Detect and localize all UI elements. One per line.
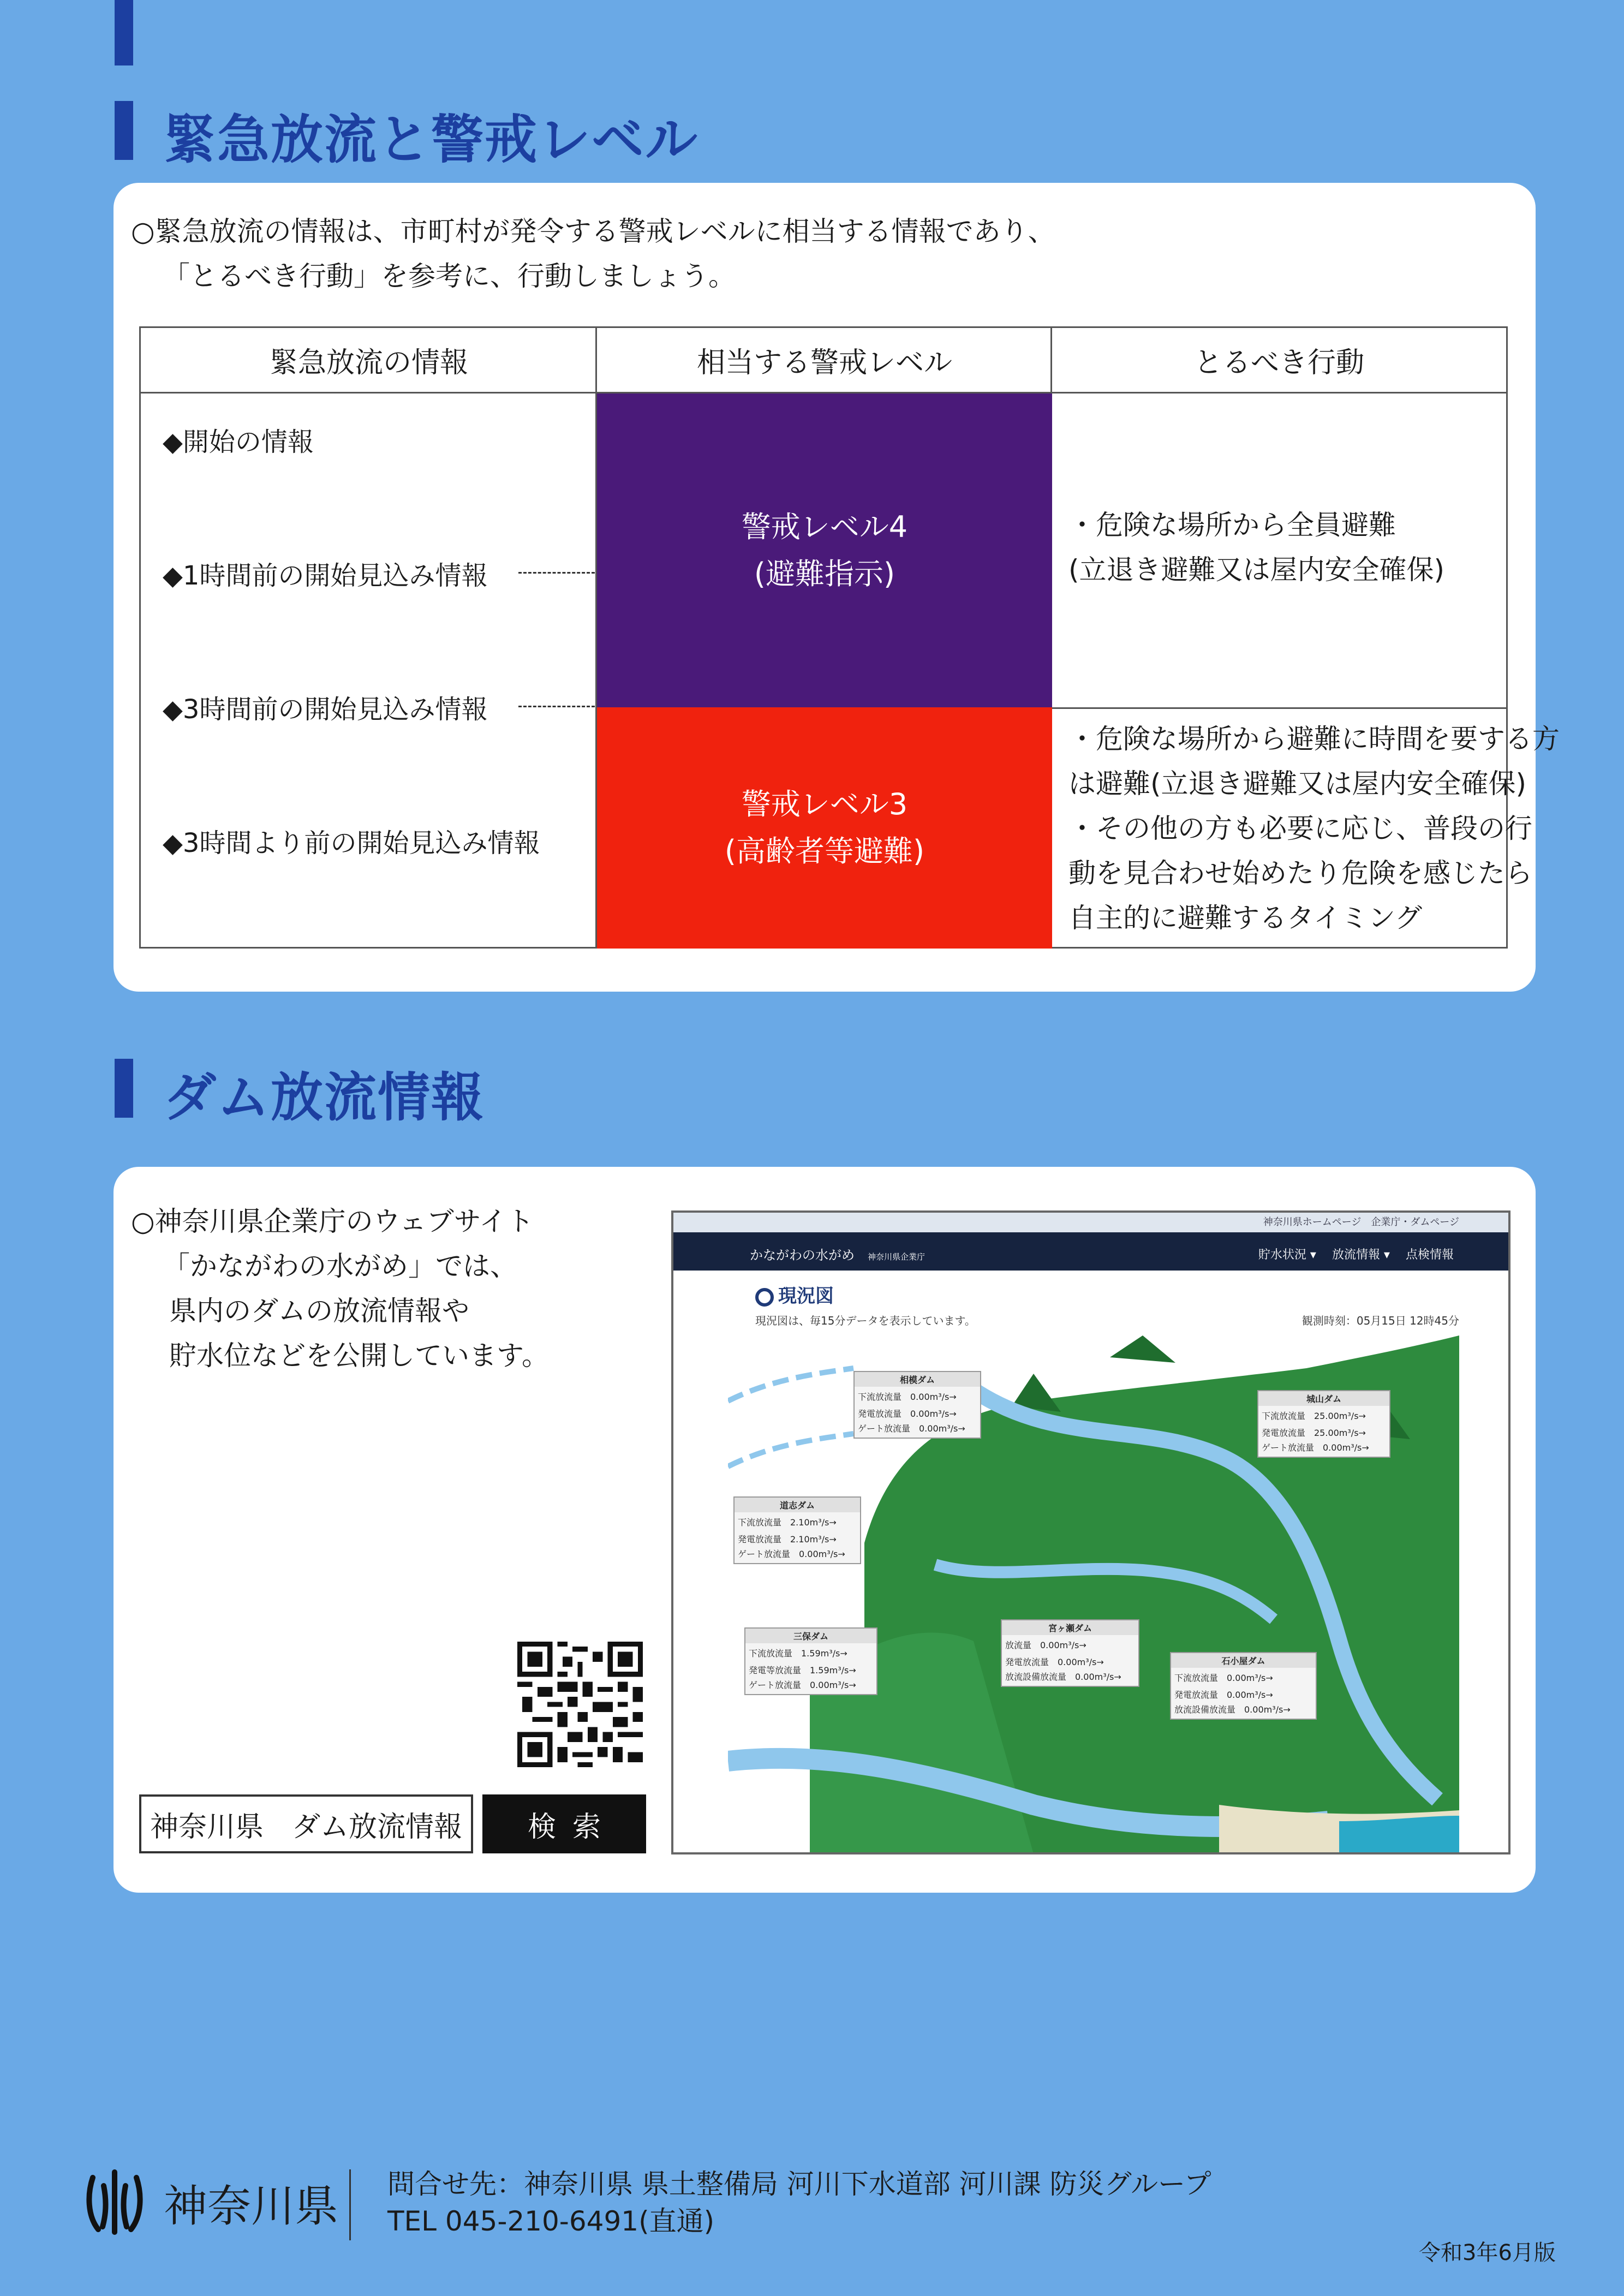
prefecture-name: 神奈川県 bbox=[164, 2181, 338, 2232]
section2-intro-line2: 「かながわの水がめ」では、 bbox=[163, 1250, 517, 1282]
dash-connector-1h bbox=[518, 572, 595, 574]
dam-name: 城山ダム bbox=[1258, 1391, 1389, 1406]
dam-value: ゲート放流量 0.00m³/s→ bbox=[749, 1680, 856, 1690]
dam-card-ishigoya[interactable] bbox=[1170, 1652, 1317, 1720]
action-row-divider bbox=[1052, 707, 1508, 709]
section2-intro-line1: ○神奈川県企業庁のウェブサイト bbox=[131, 1206, 534, 1237]
website-page-title: 現況図 bbox=[755, 1281, 834, 1308]
search-button[interactable]: 検索 bbox=[482, 1794, 646, 1853]
dam-value: 下流放流量 1.59m³/s→ bbox=[749, 1648, 847, 1659]
dam-value: 下流放流量 2.10m³/s→ bbox=[738, 1517, 837, 1528]
action3-line4: 動を見合わせ始めたり危険を感じたら bbox=[1068, 857, 1532, 889]
edition-label: 令和3年6月版 bbox=[1419, 2240, 1556, 2265]
dam-name: 相模ダム bbox=[855, 1372, 980, 1387]
dam-card-doshi[interactable] bbox=[733, 1496, 861, 1564]
warning-level-table bbox=[139, 326, 1560, 949]
contact-line1: 問合せ先：神奈川県 県土整備局 河川下水道部 河川課 防災グループ bbox=[387, 2168, 1211, 2200]
level4-cell bbox=[597, 393, 1052, 707]
dam-value: 放流量 0.00m³/s→ bbox=[1005, 1640, 1086, 1650]
section1-title: 緊急放流と警戒レベル bbox=[164, 109, 698, 170]
section2-intro-line4: 貯水位などを公開しています。 bbox=[169, 1340, 549, 1371]
section1-intro-line1: ○緊急放流の情報は、市町村が発令する警戒レベルに相当する情報であり、 bbox=[131, 216, 1055, 247]
dam-name: 宮ヶ瀬ダム bbox=[1002, 1620, 1138, 1635]
dam-value: 放流設備放流量 0.00m³/s→ bbox=[1174, 1704, 1291, 1715]
dam-card-shiroyama[interactable] bbox=[1257, 1390, 1390, 1458]
kanagawa-emblem-icon bbox=[82, 2167, 147, 2238]
circle-icon bbox=[755, 1288, 774, 1307]
action3-line2: は避難(立退き避難又は屋内安全確保) bbox=[1068, 768, 1527, 800]
level3-name: 警戒レベル3 bbox=[741, 787, 908, 821]
contact-info bbox=[387, 2166, 1211, 2240]
website-screenshot bbox=[671, 1210, 1510, 1854]
search-input[interactable]: 神奈川県 ダム放流情報 bbox=[139, 1794, 473, 1853]
dam-name: 三保ダム bbox=[745, 1629, 876, 1643]
dam-value: ゲート放流量 0.00m³/s→ bbox=[738, 1549, 845, 1559]
dam-value: 下流放流量 0.00m³/s→ bbox=[1174, 1673, 1273, 1683]
dam-value: 放流設備放流量 0.00m³/s→ bbox=[1005, 1672, 1121, 1682]
dam-value: 下流放流量 25.00m³/s→ bbox=[1262, 1411, 1366, 1421]
menu-storage[interactable]: 貯水状況 ▾ bbox=[1258, 1248, 1316, 1262]
action3-line5: 自主的に避難するタイミング bbox=[1068, 902, 1422, 934]
dam-value: ゲート放流量 0.00m³/s→ bbox=[1262, 1442, 1369, 1453]
dam-card-miho[interactable] bbox=[744, 1627, 877, 1695]
info-item-before-3h: ◆3時間より前の開始見込み情報 bbox=[163, 828, 540, 858]
website-nav bbox=[673, 1232, 1508, 1271]
website-note: 現況図は、毎15分データを表示しています。 bbox=[755, 1314, 976, 1327]
dam-value: 発電放流量 0.00m³/s→ bbox=[1005, 1657, 1104, 1667]
section1-heading-bar bbox=[115, 101, 133, 160]
section1-intro-line2: 「とるべき行動」を参考に、行動しましょう。 bbox=[163, 260, 736, 292]
section2-intro-line3: 県内のダムの放流情報や bbox=[169, 1295, 469, 1327]
website-timestamp: 観測時刻：05月15日 12時45分 bbox=[1301, 1314, 1459, 1327]
level3-cell bbox=[597, 707, 1052, 949]
website-brand[interactable]: かながわの水がめ 神奈川県企業庁 bbox=[750, 1248, 926, 1263]
action3-line1: ・危険な場所から避難に時間を要する方 bbox=[1068, 723, 1560, 755]
dam-card-miyagase[interactable] bbox=[1001, 1619, 1139, 1687]
dam-value: 発電放流量 2.10m³/s→ bbox=[738, 1534, 837, 1544]
dam-card-sagami[interactable] bbox=[853, 1371, 981, 1439]
dam-value: 発電放流量 0.00m³/s→ bbox=[858, 1409, 957, 1419]
website-top-links[interactable]: 神奈川県ホームページ 企業庁・ダムページ bbox=[673, 1213, 1508, 1232]
info-item-3h: ◆3時間前の開始見込み情報 bbox=[163, 694, 488, 725]
table-header-level: 相当する警戒レベル bbox=[597, 328, 1052, 393]
menu-discharge[interactable]: 放流情報 ▾ bbox=[1332, 1248, 1390, 1262]
level3-sub: (高齢者等避難) bbox=[724, 834, 925, 868]
top-accent-bar bbox=[115, 0, 133, 65]
dam-value: ゲート放流量 0.00m³/s→ bbox=[858, 1423, 965, 1434]
section2-heading-bar bbox=[115, 1059, 133, 1118]
qr-code[interactable] bbox=[517, 1642, 643, 1767]
contact-line2: TEL 045-210-6491(直通) bbox=[387, 2205, 715, 2237]
table-header-action: とるべき行動 bbox=[1052, 328, 1506, 393]
dam-name: 石小屋ダム bbox=[1171, 1653, 1316, 1668]
dash-connector-3h bbox=[518, 706, 595, 707]
menu-inspection[interactable]: 点検情報 bbox=[1405, 1248, 1454, 1262]
website-menu bbox=[1258, 1245, 1454, 1262]
dam-value: 下流放流量 0.00m³/s→ bbox=[858, 1392, 957, 1402]
dam-value: 発電放流量 25.00m³/s→ bbox=[1262, 1428, 1366, 1438]
info-item-1h: ◆1時間前の開始見込み情報 bbox=[163, 560, 488, 591]
table-header-info: 緊急放流の情報 bbox=[141, 328, 597, 393]
dam-name: 道志ダム bbox=[735, 1498, 860, 1512]
action4-line1: ・危険な場所から全員避難 bbox=[1068, 509, 1396, 541]
section2-title: ダム放流情報 bbox=[164, 1067, 485, 1128]
level4-name: 警戒レベル4 bbox=[741, 509, 908, 544]
level4-sub: (避難指示) bbox=[754, 556, 895, 591]
footer-divider bbox=[349, 2169, 351, 2240]
action4-line2: (立退き避難又は屋内安全確保) bbox=[1068, 554, 1445, 586]
dam-value: 発電等放流量 1.59m³/s→ bbox=[749, 1665, 856, 1675]
dam-value: 発電放流量 0.00m³/s→ bbox=[1174, 1690, 1273, 1700]
action3-line3: ・その他の方も必要に応じ、普段の行 bbox=[1068, 813, 1532, 844]
info-item-start: ◆開始の情報 bbox=[163, 427, 314, 457]
